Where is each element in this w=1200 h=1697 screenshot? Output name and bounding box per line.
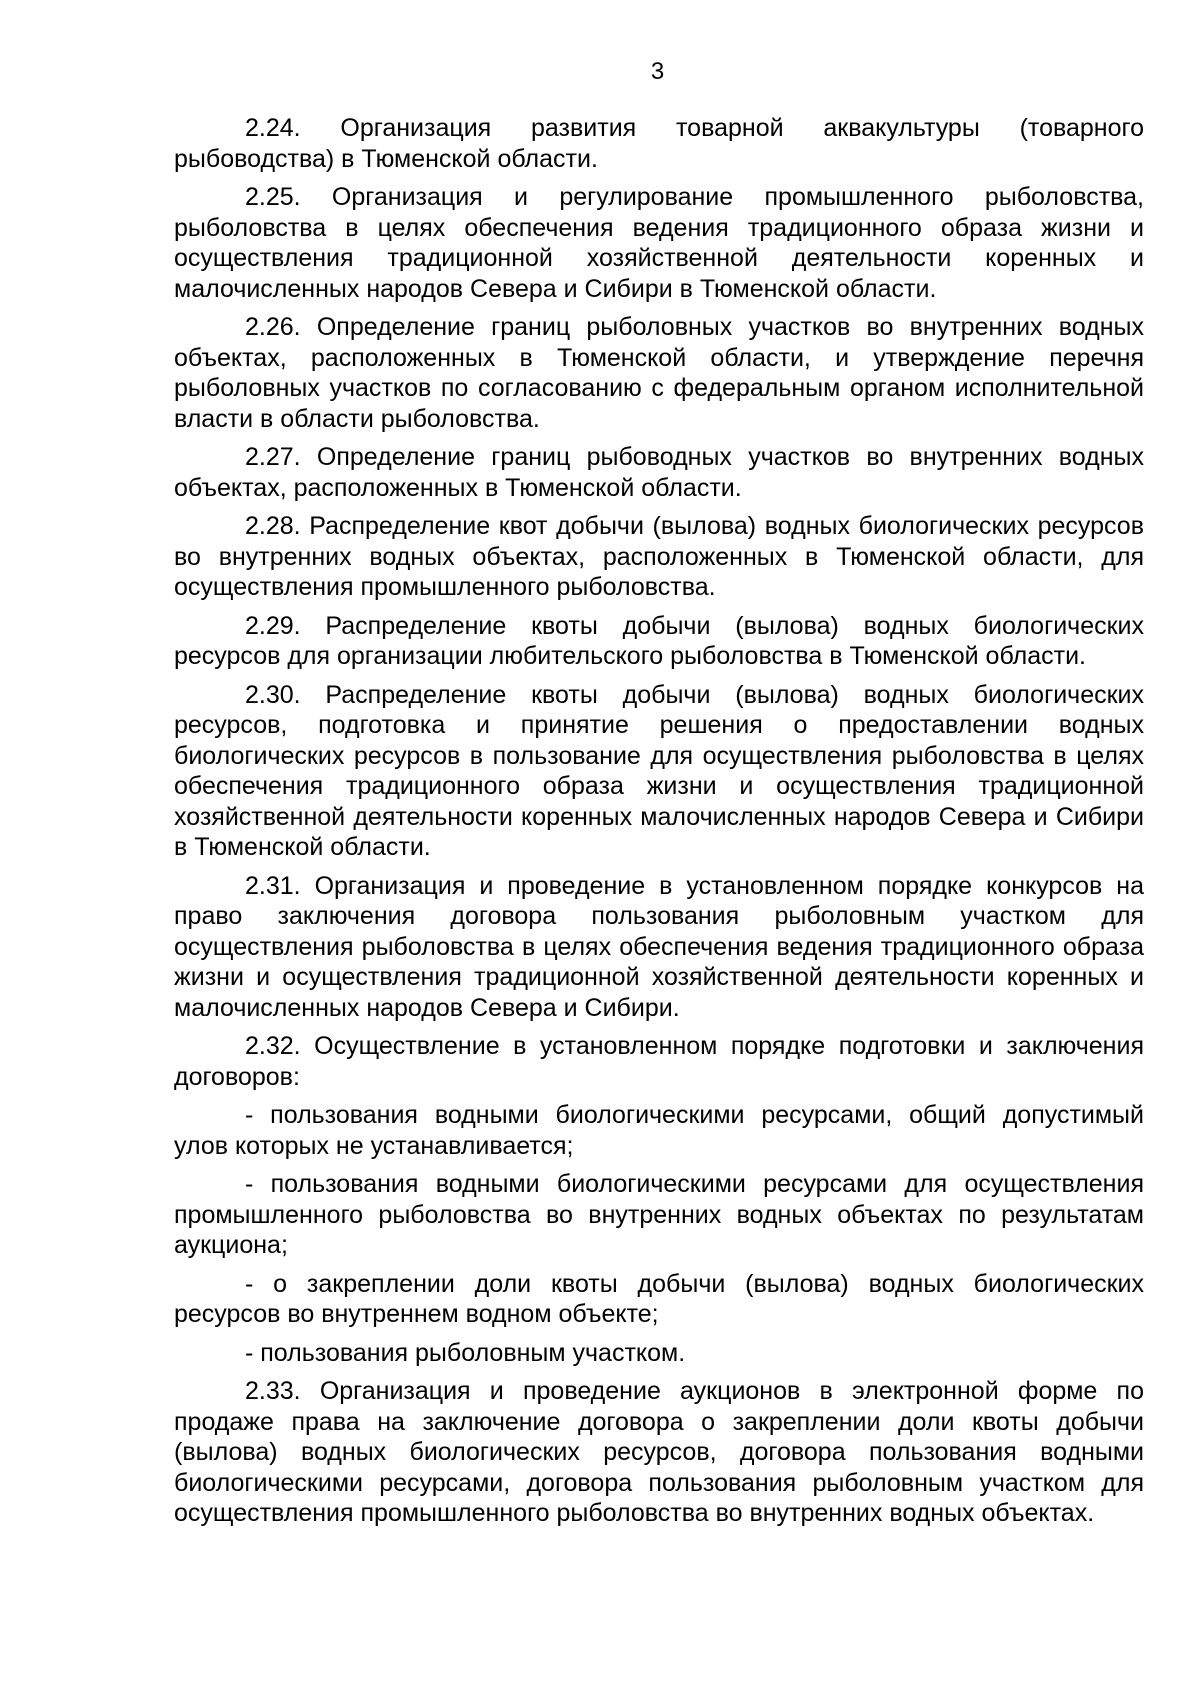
list-item-contracts-2: - пользования водными биологическими ресурсами для осуществления промышленного рыболовства во внутренних водных объектах по результатам аукциона; xyxy=(174,1170,1144,1259)
paragraph-2-26: 2.26. Определение границ рыболовных участков во внутренних водных объектах, расположенных в Тюменской области, и утверждение перечня рыболовных участков по согласованию с федеральным органом исполнительной власти в области рыболовства. xyxy=(174,313,1144,433)
paragraph-2-32: 2.32. Осуществление в установленном порядке подготовки и заключения договоров: xyxy=(174,1032,1144,1091)
page-number: 3 xyxy=(650,58,665,85)
paragraph-2-24: 2.24. Организация развития товарной аквакультуры (товарного рыбоводства) в Тюменской области. xyxy=(174,114,1144,173)
paragraph-2-25: 2.25. Организация и регулирование промышленного рыболовства, рыболовства в целях обеспечения ведения традиционного образа жизни и осуществления традиционной хозяйственной деятельности коренных и малочисленных народов Севера и Сибири в Тюменской области. xyxy=(174,183,1144,303)
paragraph-2-29: 2.29. Распределение квоты добычи (вылова) водных биологических ресурсов для организации любительского рыболовства в Тюменской области. xyxy=(174,611,1144,670)
list-item-contracts-3: - о закреплении доли квоты добычи (вылова) водных биологических ресурсов во внутреннем водном объекте; xyxy=(174,1269,1144,1328)
paragraph-2-30: 2.30. Распределение квоты добычи (вылова) водных биологических ресурсов, подготовка и принятие решения о предоставлении водных биологических ресурсов в пользование для осуществления рыболовства в целях обеспечения традиционного образа жизни и осуществления традиционной хозяйственной деятельности коренных малочисленных народов Севера и Сибири в Тюменской области. xyxy=(174,680,1144,861)
paragraph-2-27: 2.27. Определение границ рыбоводных участков во внутренних водных объектах, расположенных в Тюменской области. xyxy=(174,443,1144,502)
document-body xyxy=(174,113,1144,1537)
paragraph-2-28: 2.28. Распределение квот добычи (вылова) водных биологических ресурсов во внутренних водных объектах, расположенных в Тюменской области, для осуществления промышленного рыболовства. xyxy=(174,512,1144,601)
list-item-contracts-1: - пользования водными биологическими ресурсами, общий допустимый улов которых не устанавливается; xyxy=(174,1101,1144,1160)
paragraph-2-33: 2.33. Организация и проведение аукционов в электронной форме по продаже права на заключение договора о закреплении доли квоты добычи (вылова) водных биологических ресурсов, договора пользования водными биологическими ресурсами, договора пользования рыболовным участком для осуществления промышленного рыболовства во внутренних водных объектах. xyxy=(174,1377,1144,1527)
paragraph-2-31: 2.31. Организация и проведение в установленном порядке конкурсов на право заключения договора пользования рыболовным участком для осуществления рыболовства в целях обеспечения ведения традиционного образа жизни и осуществления традиционной хозяйственной деятельности коренных и малочисленных народов Севера и Сибири. xyxy=(174,871,1144,1022)
list-item-contracts-4: - пользования рыболовным участком. xyxy=(245,1338,686,1367)
